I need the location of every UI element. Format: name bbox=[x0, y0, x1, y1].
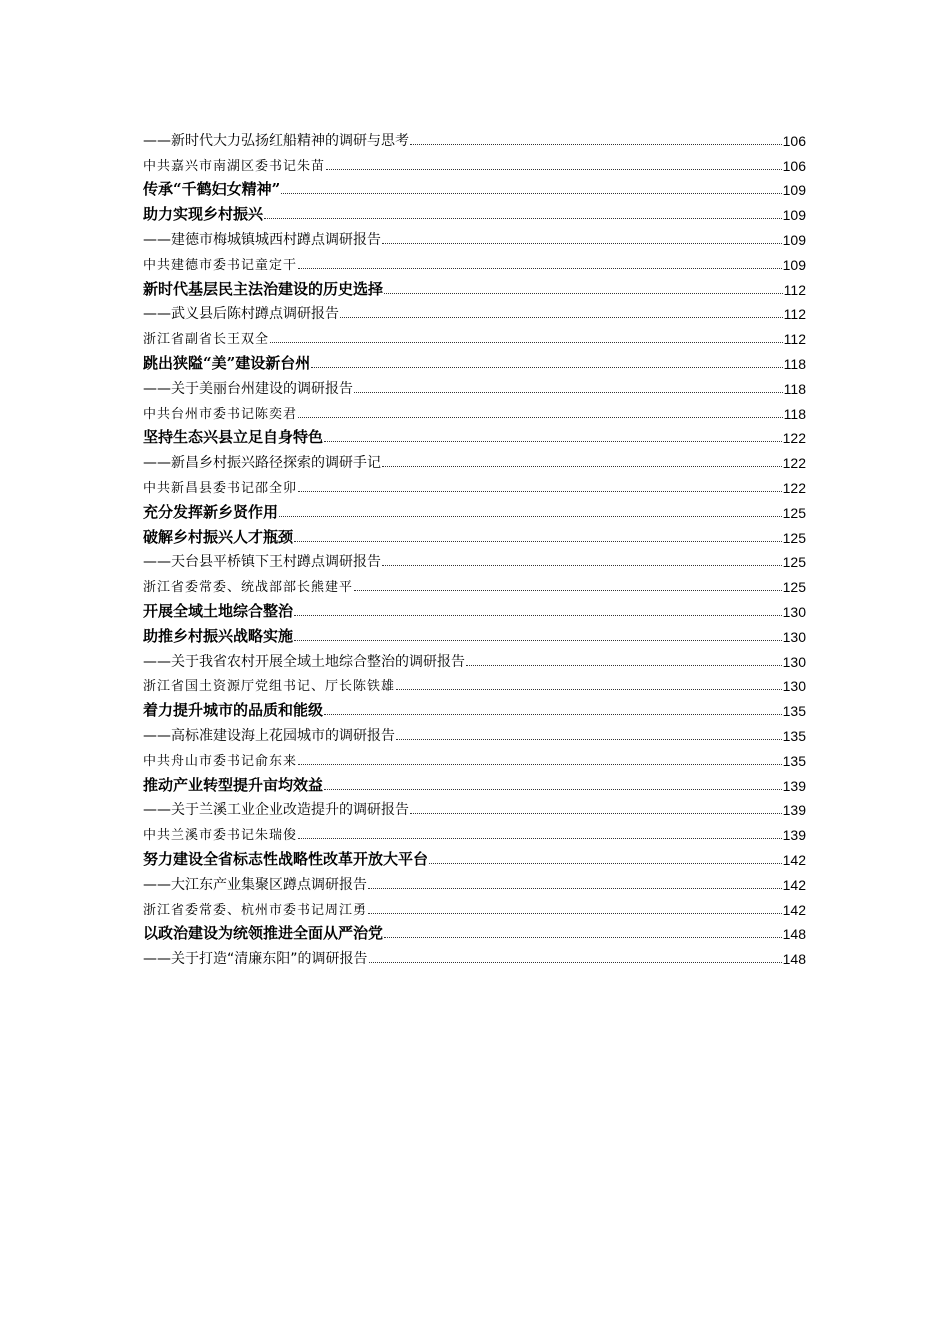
dot-leader bbox=[369, 962, 782, 963]
dot-leader bbox=[429, 863, 782, 864]
toc-page-number: 125 bbox=[782, 504, 806, 521]
toc-page-number: 148 bbox=[782, 926, 806, 943]
toc-entry-sub bbox=[143, 447, 806, 472]
toc-entry-author bbox=[143, 571, 806, 596]
toc-entry-title bbox=[143, 695, 806, 720]
toc-entry-text: 浙江省副省长王双全 bbox=[143, 332, 270, 348]
dot-leader bbox=[368, 888, 782, 889]
toc-page-number: 109 bbox=[782, 207, 806, 224]
toc-entry-text: ——关于打造“清廉东阳”的调研报告 bbox=[143, 951, 368, 968]
toc-page-number: 135 bbox=[782, 752, 806, 769]
toc-entry-sub bbox=[143, 646, 806, 671]
toc-page-number: 106 bbox=[782, 157, 806, 174]
toc-entry-text: 中共建德市委书记童定干 bbox=[143, 257, 298, 273]
table-of-contents bbox=[143, 125, 806, 968]
dot-leader bbox=[298, 417, 783, 418]
toc-entry-text: 传承“千鹤妇女精神” bbox=[143, 180, 281, 199]
toc-page-number: 130 bbox=[782, 603, 806, 620]
toc-entry-author bbox=[143, 150, 806, 175]
toc-entry-text: ——天台县平桥镇下王村蹲点调研报告 bbox=[143, 554, 381, 571]
toc-entry-text: 浙江省委常委、杭州市委书记周江勇 bbox=[143, 902, 368, 918]
dot-leader bbox=[311, 367, 782, 368]
toc-entry-sub bbox=[143, 869, 806, 894]
toc-entry-text: 助力实现乡村振兴 bbox=[143, 205, 264, 224]
toc-entry-sub bbox=[143, 299, 806, 324]
dot-leader bbox=[382, 243, 782, 244]
dot-leader bbox=[384, 937, 782, 938]
dot-leader bbox=[466, 665, 782, 666]
toc-entry-text: ——高标准建设海上花园城市的调研报告 bbox=[143, 727, 395, 744]
dot-leader bbox=[324, 714, 782, 715]
toc-entry-author bbox=[143, 249, 806, 274]
dot-leader bbox=[279, 516, 782, 517]
dot-leader bbox=[298, 268, 782, 269]
toc-entry-text: ——新昌乡村振兴路径探索的调研手记 bbox=[143, 455, 381, 472]
toc-entry-text: 坚持生态兴县立足自身特色 bbox=[143, 428, 324, 447]
toc-page-number: 139 bbox=[782, 802, 806, 819]
toc-entry-text: ——大江东产业集聚区蹲点调研报告 bbox=[143, 876, 367, 893]
toc-entry-text: 中共兰溪市委书记朱瑞俊 bbox=[143, 828, 298, 844]
dot-leader bbox=[368, 913, 782, 914]
dot-leader bbox=[324, 441, 782, 442]
toc-entry-author bbox=[143, 398, 806, 423]
toc-entry-text: 充分发挥新乡贤作用 bbox=[143, 502, 279, 521]
toc-entry-text: 中共台州市委书记陈奕君 bbox=[143, 406, 298, 422]
toc-entry-title bbox=[143, 919, 806, 944]
toc-page-number: 106 bbox=[782, 132, 806, 149]
dot-leader bbox=[410, 813, 782, 814]
toc-entry-text: ——建德市梅城镇城西村蹲点调研报告 bbox=[143, 231, 381, 248]
toc-entry-sub bbox=[143, 943, 806, 968]
dot-leader bbox=[294, 615, 782, 616]
dot-leader bbox=[298, 764, 782, 765]
toc-page-number: 130 bbox=[782, 678, 806, 695]
toc-entry-text: 浙江省委常委、统战部部长熊建平 bbox=[143, 580, 354, 596]
toc-entry-text: 中共嘉兴市南湖区委书记朱苗 bbox=[143, 158, 326, 174]
dot-leader bbox=[396, 689, 782, 690]
dot-leader bbox=[340, 317, 783, 318]
toc-entry-text: ——武义县后陈村蹲点调研报告 bbox=[143, 306, 339, 323]
toc-page-number: 125 bbox=[782, 579, 806, 596]
toc-entry-text: 中共新昌县委书记邵全卯 bbox=[143, 480, 298, 496]
toc-entry-author bbox=[143, 472, 806, 497]
dot-leader bbox=[410, 144, 782, 145]
dot-leader bbox=[382, 466, 782, 467]
toc-page-number: 130 bbox=[782, 628, 806, 645]
dot-leader bbox=[294, 541, 782, 542]
toc-entry-author bbox=[143, 894, 806, 919]
toc-entry-title bbox=[143, 497, 806, 522]
toc-entry-text: ——关于美丽台州建设的调研报告 bbox=[143, 380, 353, 397]
dot-leader bbox=[396, 739, 782, 740]
toc-entry-title bbox=[143, 274, 806, 299]
toc-page-number: 112 bbox=[783, 281, 806, 298]
toc-page-number: 142 bbox=[782, 876, 806, 893]
toc-entry-sub bbox=[143, 373, 806, 398]
toc-page-number: 109 bbox=[782, 231, 806, 248]
dot-leader bbox=[264, 218, 782, 219]
toc-page-number: 125 bbox=[782, 529, 806, 546]
toc-page-number: 109 bbox=[782, 182, 806, 199]
dot-leader bbox=[354, 590, 782, 591]
toc-page-number: 122 bbox=[782, 430, 806, 447]
toc-page-number: 118 bbox=[783, 405, 806, 422]
dot-leader bbox=[382, 565, 782, 566]
toc-page-number: 139 bbox=[782, 827, 806, 844]
toc-entry-title bbox=[143, 522, 806, 547]
toc-page-number: 139 bbox=[782, 777, 806, 794]
toc-entry-sub bbox=[143, 795, 806, 820]
toc-entry-author bbox=[143, 323, 806, 348]
toc-entry-text: ——关于我省农村开展全域土地综合整治的调研报告 bbox=[143, 653, 465, 670]
toc-entry-title bbox=[143, 621, 806, 646]
toc-entry-title bbox=[143, 199, 806, 224]
toc-entry-title bbox=[143, 844, 806, 869]
toc-entry-text: 新时代基层民主法治建设的历史选择 bbox=[143, 279, 384, 298]
toc-page-number: 148 bbox=[782, 951, 806, 968]
toc-page-number: 122 bbox=[782, 455, 806, 472]
toc-entry-text: 开展全域土地综合整治 bbox=[143, 601, 294, 620]
toc-entry-text: 助推乡村振兴战略实施 bbox=[143, 626, 294, 645]
toc-entry-text: 推动产业转型提升亩均效益 bbox=[143, 775, 324, 794]
toc-entry-text: 破解乡村振兴人才瓶颈 bbox=[143, 527, 294, 546]
toc-page-number: 118 bbox=[783, 380, 806, 397]
toc-entry-title bbox=[143, 596, 806, 621]
toc-entry-text: 中共舟山市委书记俞东来 bbox=[143, 753, 298, 769]
dot-leader bbox=[354, 392, 783, 393]
toc-entry-title bbox=[143, 423, 806, 448]
dot-leader bbox=[384, 293, 783, 294]
toc-entry-sub bbox=[143, 720, 806, 745]
toc-entry-title bbox=[143, 770, 806, 795]
toc-entry-text: 着力提升城市的品质和能级 bbox=[143, 701, 324, 720]
toc-entry-title bbox=[143, 348, 806, 373]
dot-leader bbox=[281, 193, 781, 194]
toc-page-number: 142 bbox=[782, 901, 806, 918]
toc-page-number: 142 bbox=[782, 851, 806, 868]
toc-page-number: 135 bbox=[782, 703, 806, 720]
toc-entry-author bbox=[143, 671, 806, 696]
dot-leader bbox=[326, 169, 782, 170]
toc-entry-text: 努力建设全省标志性战略性改革开放大平台 bbox=[143, 849, 429, 868]
toc-page-number: 112 bbox=[783, 331, 806, 348]
toc-entry-author bbox=[143, 745, 806, 770]
dot-leader bbox=[294, 640, 782, 641]
dot-leader bbox=[270, 342, 783, 343]
toc-entry-title bbox=[143, 175, 806, 200]
toc-entry-sub bbox=[143, 125, 806, 150]
dot-leader bbox=[298, 838, 782, 839]
toc-page-number: 125 bbox=[782, 554, 806, 571]
dot-leader bbox=[324, 789, 782, 790]
toc-page-number: 122 bbox=[782, 479, 806, 496]
toc-entry-author bbox=[143, 819, 806, 844]
toc-entry-text: 跳出狭隘“美”建设新台州 bbox=[143, 353, 311, 372]
dot-leader bbox=[298, 491, 782, 492]
toc-page-number: 118 bbox=[783, 355, 806, 372]
toc-page-number: 135 bbox=[782, 727, 806, 744]
toc-entry-text: ——关于兰溪工业企业改造提升的调研报告 bbox=[143, 802, 409, 819]
toc-entry-text: 以政治建设为统领推进全面从严治党 bbox=[143, 924, 384, 943]
toc-page-number: 109 bbox=[782, 256, 806, 273]
toc-page-number: 112 bbox=[783, 306, 806, 323]
toc-entry-sub bbox=[143, 224, 806, 249]
toc-entry-sub bbox=[143, 547, 806, 572]
toc-entry-text: ——新时代大力弘扬红船精神的调研与思考 bbox=[143, 132, 409, 149]
toc-page-number: 130 bbox=[782, 653, 806, 670]
toc-entry-text: 浙江省国土资源厅党组书记、厅长陈铁雄 bbox=[143, 679, 396, 695]
